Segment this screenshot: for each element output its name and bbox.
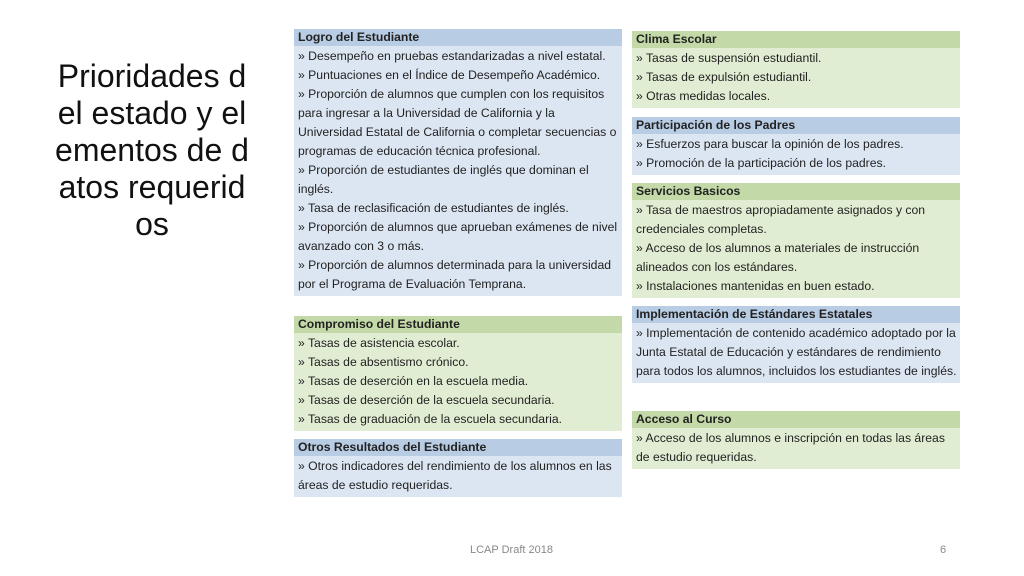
box-logro-del-estudiante	[294, 29, 622, 296]
slide-title: Prioridades del estado y elementos de datos requeridos	[55, 58, 249, 242]
list-item: » Desempeño en pruebas estandarizadas a nivel estatal.	[298, 49, 606, 63]
box-header: Otros Resultados del Estudiante	[294, 439, 622, 456]
box-body	[632, 48, 960, 108]
footer-text: LCAP Draft 2018	[470, 544, 553, 556]
box-header: Logro del Estudiante	[294, 29, 622, 46]
box-participacion-padres	[632, 117, 960, 175]
page-number: 6	[940, 544, 947, 556]
list-item: » Proporción de alumnos determinada para la universidad por el Programa de Evaluación Temprana.	[298, 258, 612, 291]
list-item: » Proporción de estudiantes de inglés que dominan el inglés.	[298, 163, 589, 196]
box-clima-escolar	[632, 31, 960, 108]
box-body	[294, 456, 622, 497]
box-acceso-al-curso	[632, 411, 960, 469]
list-item: » Proporción de alumnos que cumplen con los requisitos para ingresar a la Universidad de California y la Universidad Estatal de California o completar secuencias o programas de educación técnica profesional.	[298, 87, 617, 158]
box-header: Compromiso del Estudiante	[294, 316, 622, 333]
list-item: » Implementación de contenido académico adoptado por la Junta Estatal de Educación y estándares de rendimiento para todos los alumnos, incluidos los estudiantes de inglés.	[636, 326, 957, 378]
list-item: » Tasa de maestros apropiadamente asignados y con credenciales completas.	[636, 203, 926, 236]
list-item: » Tasas de asistencia escolar.	[298, 336, 460, 350]
list-item: » Tasas de absentismo crónico.	[298, 355, 469, 369]
list-item: » Tasas de suspensión estudiantil.	[636, 51, 822, 65]
list-item: » Otros indicadores del rendimiento de los alumnos en las áreas de estudio requeridas.	[298, 459, 612, 492]
list-item: » Instalaciones mantenidas en buen estado.	[636, 279, 875, 293]
box-header: Participación de los Padres	[632, 117, 960, 134]
list-item: » Promoción de la participación de los padres.	[636, 156, 886, 170]
list-item: » Tasa de reclasificación de estudiantes de inglés.	[298, 201, 569, 215]
list-item: » Acceso de los alumnos a materiales de instrucción alineados con los estándares.	[636, 241, 920, 274]
box-body	[632, 200, 960, 298]
box-body	[294, 46, 622, 296]
list-item: » Acceso de los alumnos e inscripción en todas las áreas de estudio requeridas.	[636, 431, 945, 464]
box-body	[632, 323, 960, 383]
list-item: » Puntuaciones en el Índice de Desempeño Académico.	[298, 68, 601, 82]
box-body	[632, 134, 960, 175]
box-header: Servicios Basicos	[632, 183, 960, 200]
box-otros-resultados	[294, 439, 622, 497]
list-item: » Tasas de expulsión estudiantil.	[636, 70, 812, 84]
list-item: » Tasas de graduación de la escuela secundaria.	[298, 412, 563, 426]
list-item: » Esfuerzos para buscar la opinión de los padres.	[636, 137, 904, 151]
box-implementacion-estandares	[632, 306, 960, 383]
box-header: Acceso al Curso	[632, 411, 960, 428]
box-header: Clima Escolar	[632, 31, 960, 48]
box-body	[632, 428, 960, 469]
box-servicios-basicos	[632, 183, 960, 298]
box-header: Implementación de Estándares Estatales	[632, 306, 960, 323]
list-item: » Otras medidas locales.	[636, 89, 771, 103]
box-body	[294, 333, 622, 431]
list-item: » Proporción de alumnos que aprueban exámenes de nivel avanzado con 3 o más.	[298, 220, 618, 253]
list-item: » Tasas de deserción de la escuela secundaria.	[298, 393, 555, 407]
list-item: » Tasas de deserción en la escuela media.	[298, 374, 529, 388]
box-compromiso-del-estudiante	[294, 316, 622, 431]
